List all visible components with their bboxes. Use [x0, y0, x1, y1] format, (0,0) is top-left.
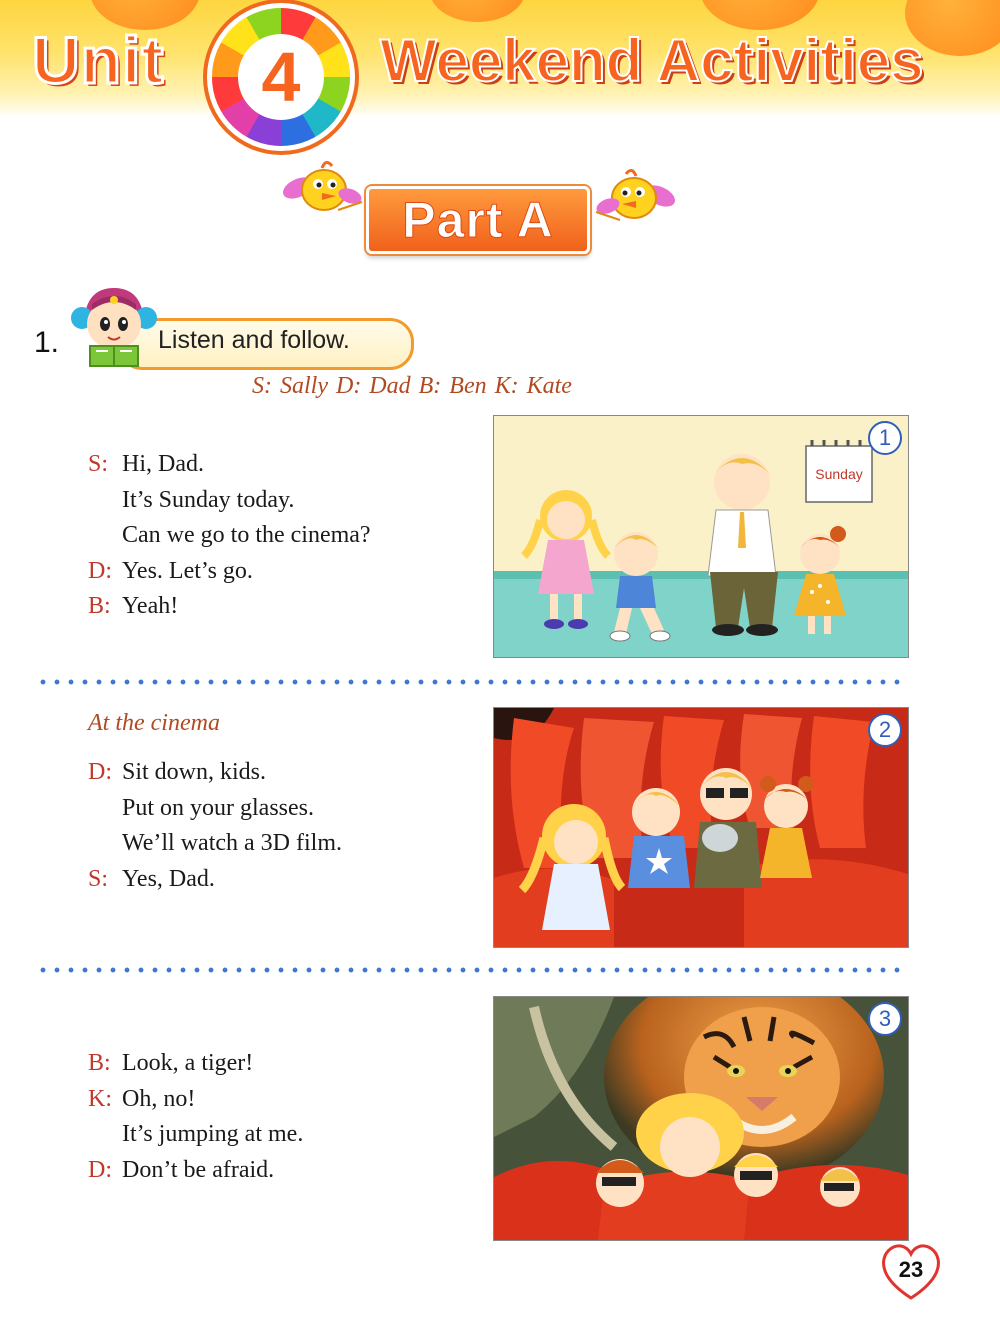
family-scene-illustration: [494, 416, 908, 657]
dialogue-line: [88, 791, 342, 827]
dialogue-line: [88, 483, 371, 519]
dialogue-line: [88, 1082, 303, 1118]
dialogue-line: [88, 518, 371, 554]
picture-1: [493, 415, 909, 658]
line-text: Yes. Let’s go.: [122, 557, 253, 584]
dialogue-line: [88, 826, 342, 862]
instruction-text: Listen and follow.: [158, 326, 350, 354]
line-text: It’s Sunday today.: [122, 486, 295, 513]
dialogue-1: [88, 447, 371, 625]
speaker-tag: D:: [88, 1156, 112, 1183]
unit-number-badge: [212, 8, 350, 146]
dialogue-3: [88, 1046, 303, 1188]
line-text: Hi, Dad.: [122, 451, 204, 477]
unit-word: Unit: [32, 23, 165, 97]
line-text: Put on your glasses.: [122, 794, 314, 821]
dotted-divider: [36, 967, 906, 973]
dialogue-line: [88, 589, 371, 625]
picture-number: 1: [868, 421, 902, 455]
dialogue-line: [88, 1117, 303, 1153]
dialogue-line: [88, 1153, 303, 1189]
line-text: It’s jumping at me.: [122, 1121, 304, 1147]
part-banner: [366, 186, 590, 254]
unit-title: Weekend Activities: [380, 27, 924, 94]
calendar-label: Sunday: [815, 466, 863, 482]
tiger-3d-film-illustration: [494, 997, 908, 1240]
bird-icon: [594, 166, 678, 230]
speaker-tag: S:: [88, 865, 109, 892]
line-text: Can we go to the cinema?: [122, 522, 371, 548]
speaker-tag: S:: [88, 451, 109, 477]
speaker-tag: K:: [88, 1085, 112, 1112]
speaker-tag: B:: [88, 593, 111, 619]
dialogue-line: [88, 1046, 303, 1082]
reading-girl-icon: [68, 282, 160, 368]
line-text: We’ll watch a 3D film.: [122, 830, 342, 856]
line-text: Yeah!: [122, 593, 179, 619]
line-text: Sit down, kids.: [122, 759, 267, 785]
dialogue-2: [88, 755, 342, 897]
picture-3: [493, 996, 909, 1241]
cinema-seats-illustration: [494, 708, 908, 947]
dotted-divider: [36, 679, 906, 685]
speaker-legend: S: Sally D: Dad B: Ben K: Kate: [252, 373, 572, 399]
dialogue-line: [88, 755, 342, 791]
picture-number: 2: [868, 713, 902, 747]
setting-note: At the cinema: [88, 710, 220, 736]
picture-2: [493, 707, 909, 948]
speaker-tag: D:: [88, 557, 112, 584]
picture-number: 3: [868, 1002, 902, 1036]
speaker-tag: D:: [88, 759, 112, 785]
line-text: Don’t be afraid.: [122, 1156, 275, 1183]
dialogue-line: [88, 554, 371, 590]
line-text: Look, a tiger!: [122, 1050, 254, 1076]
line-text: Oh, no!: [122, 1085, 196, 1112]
dialogue-line: [88, 447, 371, 483]
unit-number: 4: [238, 34, 324, 120]
line-text: Yes, Dad.: [122, 865, 215, 892]
speaker-tag: B:: [88, 1050, 111, 1076]
bird-icon: [280, 156, 364, 220]
page-number: 23: [898, 1257, 924, 1282]
exercise-number: 1.: [34, 326, 60, 359]
part-label: Part A: [402, 192, 554, 248]
dialogue-line: [88, 862, 342, 898]
